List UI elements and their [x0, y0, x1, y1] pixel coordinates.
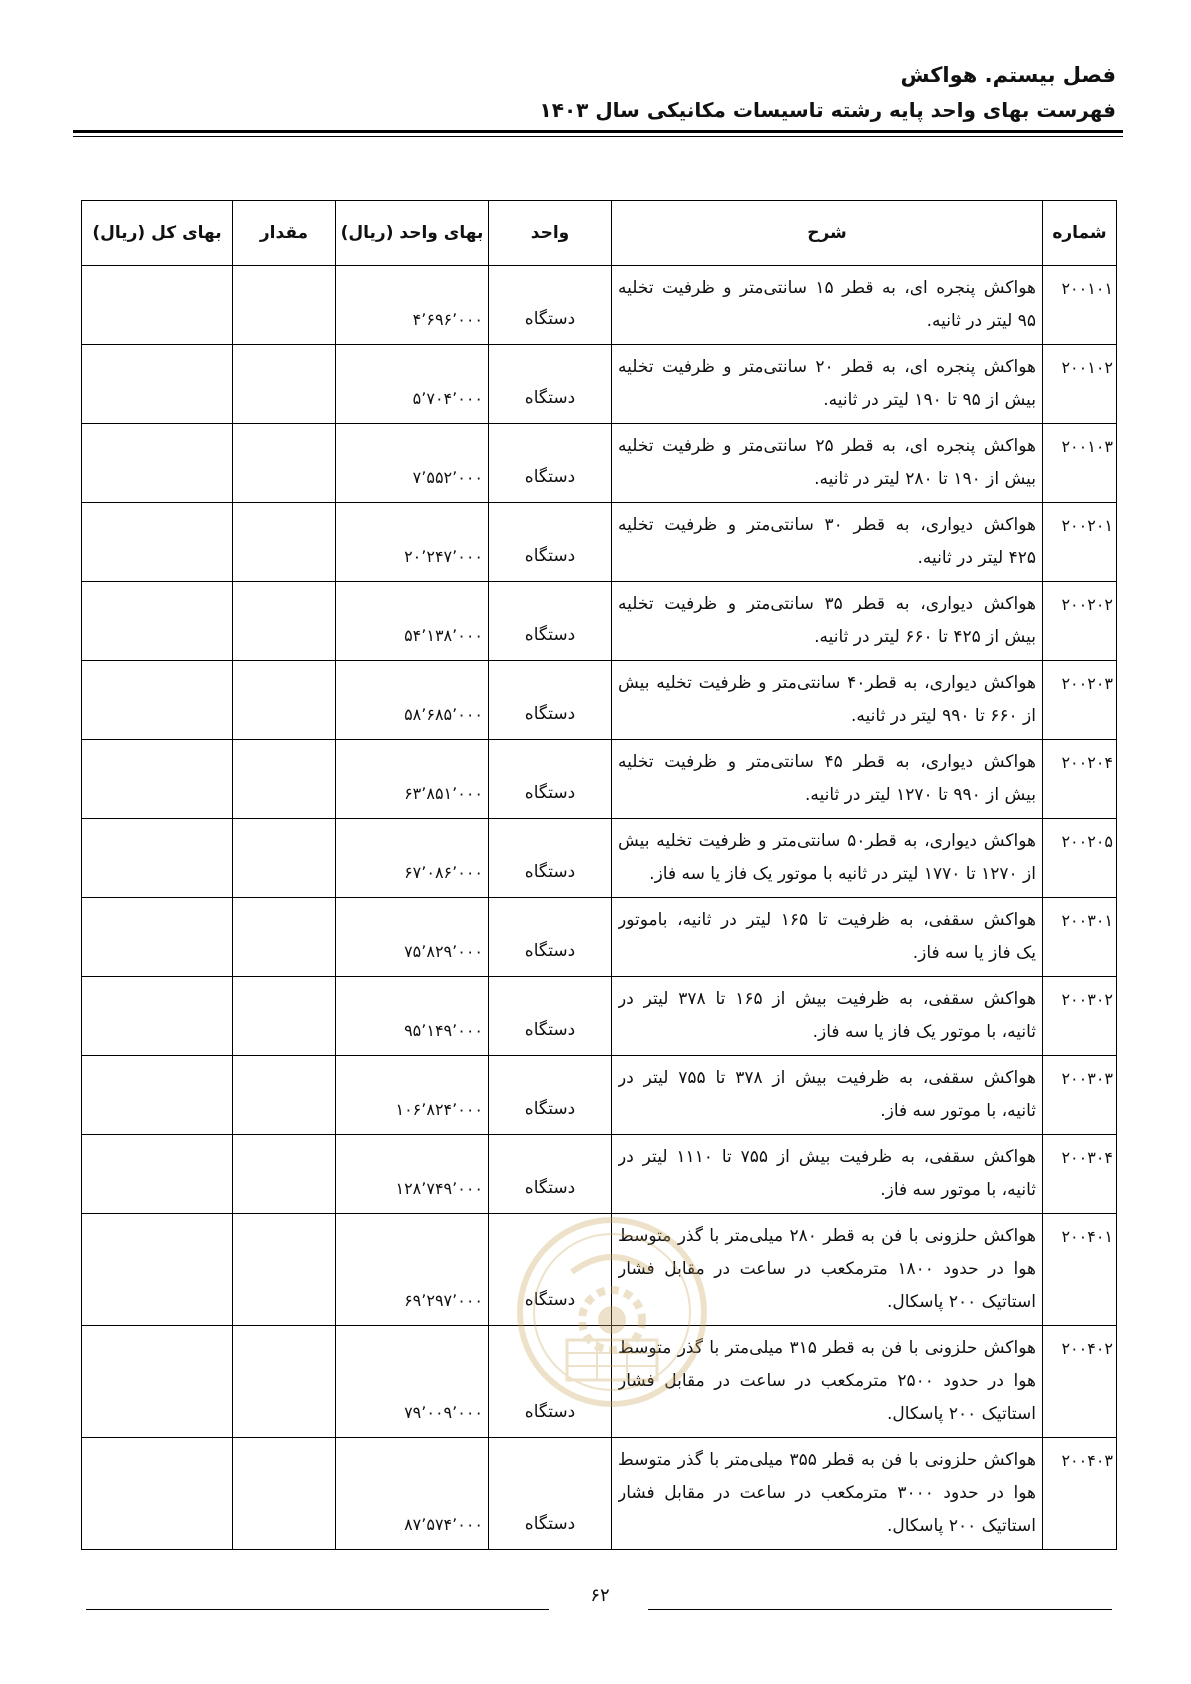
item-description: [612, 1438, 1043, 1550]
item-description: [612, 977, 1043, 1056]
item-total-price: [82, 582, 233, 661]
item-code: ۲۰۰۴۰۲: [1043, 1326, 1117, 1438]
description-line: هواکش حلزونی با فن به قطر ۳۵۵ میلی‌متر با گذر متوسط: [618, 1450, 1036, 1470]
item-unit-price: ۷٬۵۵۲٬۰۰۰: [336, 424, 489, 503]
item-description: [612, 582, 1043, 661]
item-description: [612, 345, 1043, 424]
item-code: ۲۰۰۲۰۵: [1043, 819, 1117, 898]
item-unit-price: ۸۷٬۵۷۴٬۰۰۰: [336, 1438, 489, 1550]
header-rule-thin: [73, 136, 1123, 137]
table-row: [82, 1326, 1117, 1438]
table-row: [82, 1438, 1117, 1550]
description-line: هواکش دیواری، به قطر۵۰ سانتی‌متر و ظرفیت تخلیه بیش: [618, 831, 1036, 851]
item-unit: دستگاه: [489, 740, 612, 819]
page-number: ۶۲: [590, 1585, 610, 1606]
item-description: [612, 898, 1043, 977]
description-line: هواکش سقفی، به ظرفیت بیش از ۷۵۵ تا ۱۱۱۰ لیتر در: [618, 1147, 1036, 1167]
item-total-price: [82, 1438, 233, 1550]
item-total-price: [82, 1326, 233, 1438]
item-unit: دستگاه: [489, 1214, 612, 1326]
description-line: استاتیک ۲۰۰ پاسکال.: [886, 1404, 1036, 1424]
description-line: بیش از ۹۹۰ تا ۱۲۷۰ لیتر در ثانیه.: [804, 785, 1036, 805]
item-quantity: [233, 266, 336, 345]
description-line: هواکش سقفی، به ظرفیت بیش از ۳۷۸ تا ۷۵۵ لیتر در: [618, 1068, 1036, 1088]
item-total-price: [82, 977, 233, 1056]
description-line: ثانیه، با موتور سه فاز.: [880, 1180, 1036, 1200]
chapter-title: فصل بیستم. هواکش: [900, 63, 1116, 87]
item-quantity: [233, 898, 336, 977]
description-line: هواکش پنجره ای، به قطر ۲۵ سانتی‌متر و ظرفیت تخلیه: [618, 436, 1036, 456]
item-code: ۲۰۰۱۰۱: [1043, 266, 1117, 345]
item-code: ۲۰۰۳۰۲: [1043, 977, 1117, 1056]
item-code: ۲۰۰۴۰۱: [1043, 1214, 1117, 1326]
table-row: [82, 819, 1117, 898]
item-code: ۲۰۰۱۰۲: [1043, 345, 1117, 424]
item-total-price: [82, 266, 233, 345]
item-code: ۲۰۰۲۰۴: [1043, 740, 1117, 819]
item-unit-price: ۱۰۶٬۸۲۴٬۰۰۰: [336, 1056, 489, 1135]
item-unit: دستگاه: [489, 424, 612, 503]
description-line: هواکش دیواری، به قطر۴۰ سانتی‌متر و ظرفیت تخلیه بیش: [618, 673, 1036, 693]
item-unit-price: ۵۴٬۱۳۸٬۰۰۰: [336, 582, 489, 661]
column-header-quantity: مقدار: [233, 201, 336, 266]
description-line: هواکش حلزونی با فن به قطر ۳۱۵ میلی‌متر با گذر متوسط: [618, 1338, 1036, 1358]
column-header-unit: واحد: [489, 201, 612, 266]
item-description: [612, 1056, 1043, 1135]
description-line: استاتیک ۲۰۰ پاسکال.: [886, 1292, 1036, 1312]
item-total-price: [82, 345, 233, 424]
item-total-price: [82, 1135, 233, 1214]
item-code: ۲۰۰۳۰۳: [1043, 1056, 1117, 1135]
item-total-price: [82, 819, 233, 898]
item-description: [612, 1326, 1043, 1438]
table-row: [82, 503, 1117, 582]
item-unit: دستگاه: [489, 1438, 612, 1550]
item-quantity: [233, 819, 336, 898]
table-row: [82, 345, 1117, 424]
table-row: [82, 424, 1117, 503]
item-unit: دستگاه: [489, 503, 612, 582]
description-line: هواکش دیواری، به قطر ۳۵ سانتی‌متر و ظرفیت تخلیه: [618, 594, 1036, 614]
item-unit-price: ۷۹٬۰۰۹٬۰۰۰: [336, 1326, 489, 1438]
description-line: بیش از ۹۵ تا ۱۹۰ لیتر در ثانیه.: [823, 390, 1036, 410]
description-line: استاتیک ۲۰۰ پاسکال.: [886, 1516, 1036, 1536]
item-code: ۲۰۰۲۰۳: [1043, 661, 1117, 740]
description-line: هواکش دیواری، به قطر ۴۵ سانتی‌متر و ظرفیت تخلیه: [618, 752, 1036, 772]
item-description: [612, 819, 1043, 898]
item-total-price: [82, 424, 233, 503]
item-description: [612, 503, 1043, 582]
item-quantity: [233, 1135, 336, 1214]
item-quantity: [233, 1438, 336, 1550]
item-quantity: [233, 1056, 336, 1135]
item-unit: دستگاه: [489, 1326, 612, 1438]
description-line: هوا در حدود ۳۰۰۰ مترمکعب در ساعت در مقابل فشار: [618, 1483, 1036, 1503]
description-line: یک فاز یا سه فاز.: [912, 943, 1036, 963]
table-body: [82, 266, 1117, 1550]
footer-rule-right: [648, 1609, 1112, 1610]
item-code: ۲۰۰۱۰۳: [1043, 424, 1117, 503]
table-header-row: [82, 201, 1117, 266]
description-line: هواکش حلزونی با فن به قطر ۲۸۰ میلی‌متر با گذر متوسط: [618, 1226, 1036, 1246]
header-rule-thick: [73, 130, 1123, 133]
description-line: ۹۵ لیتر در ثانیه.: [926, 311, 1036, 331]
item-quantity: [233, 1214, 336, 1326]
item-description: [612, 1214, 1043, 1326]
item-total-price: [82, 661, 233, 740]
item-unit: دستگاه: [489, 266, 612, 345]
item-unit-price: ۵۸٬۶۸۵٬۰۰۰: [336, 661, 489, 740]
item-unit-price: ۹۵٬۱۴۹٬۰۰۰: [336, 977, 489, 1056]
table-row: [82, 977, 1117, 1056]
item-code: ۲۰۰۲۰۱: [1043, 503, 1117, 582]
column-header-code: شماره: [1043, 201, 1117, 266]
description-line: ۴۲۵ لیتر در ثانیه.: [917, 548, 1036, 568]
item-quantity: [233, 740, 336, 819]
table-row: [82, 740, 1117, 819]
item-total-price: [82, 898, 233, 977]
item-unit-price: ۷۵٬۸۲۹٬۰۰۰: [336, 898, 489, 977]
column-header-unit-price: بهای واحد (ریال): [336, 201, 489, 266]
item-unit: دستگاه: [489, 977, 612, 1056]
document-subtitle: فهرست بهای واحد پایه رشته تاسیسات مکانیکی سال ۱۴۰۳: [539, 98, 1116, 122]
item-unit-price: ۶۷٬۰۸۶٬۰۰۰: [336, 819, 489, 898]
item-quantity: [233, 661, 336, 740]
table-row: [82, 898, 1117, 977]
item-total-price: [82, 503, 233, 582]
table-row: [82, 582, 1117, 661]
item-total-price: [82, 740, 233, 819]
table-row: [82, 1056, 1117, 1135]
item-code: ۲۰۰۳۰۱: [1043, 898, 1117, 977]
description-line: ثانیه، با موتور یک فاز یا سه فاز.: [812, 1022, 1036, 1042]
item-code: ۲۰۰۴۰۳: [1043, 1438, 1117, 1550]
item-unit-price: ۲۰٬۲۴۷٬۰۰۰: [336, 503, 489, 582]
table-row: [82, 1214, 1117, 1326]
item-code: ۲۰۰۲۰۲: [1043, 582, 1117, 661]
column-header-description: شرح: [612, 201, 1043, 266]
footer-rule-left: [86, 1609, 549, 1610]
item-unit: دستگاه: [489, 1056, 612, 1135]
item-unit-price: ۶۹٬۲۹۷٬۰۰۰: [336, 1214, 489, 1326]
item-unit-price: ۶۳٬۸۵۱٬۰۰۰: [336, 740, 489, 819]
item-description: [612, 266, 1043, 345]
price-list-table: [81, 200, 1117, 1550]
item-unit: دستگاه: [489, 819, 612, 898]
description-line: هواکش سقفی، به ظرفیت بیش از ۱۶۵ تا ۳۷۸ لیتر در: [618, 989, 1036, 1009]
item-total-price: [82, 1056, 233, 1135]
item-description: [612, 661, 1043, 740]
description-line: هوا در حدود ۲۵۰۰ مترمکعب در ساعت در مقابل فشار: [618, 1371, 1036, 1391]
item-quantity: [233, 977, 336, 1056]
item-code: ۲۰۰۳۰۴: [1043, 1135, 1117, 1214]
description-line: بیش از ۴۲۵ تا ۶۶۰ لیتر در ثانیه.: [814, 627, 1036, 647]
item-quantity: [233, 424, 336, 503]
item-unit: دستگاه: [489, 345, 612, 424]
item-unit-price: ۵٬۷۰۴٬۰۰۰: [336, 345, 489, 424]
description-line: هوا در حدود ۱۸۰۰ مترمکعب در ساعت در مقابل فشار: [618, 1259, 1036, 1279]
description-line: ثانیه، با موتور سه فاز.: [880, 1101, 1036, 1121]
item-unit: دستگاه: [489, 1135, 612, 1214]
table-row: [82, 1135, 1117, 1214]
description-line: هواکش پنجره ای، به قطر ۱۵ سانتی‌متر و ظرفیت تخلیه: [618, 278, 1036, 298]
description-line: بیش از ۱۹۰ تا ۲۸۰ لیتر در ثانیه.: [814, 469, 1036, 489]
item-description: [612, 1135, 1043, 1214]
item-unit: دستگاه: [489, 898, 612, 977]
item-unit-price: ۴٬۶۹۶٬۰۰۰: [336, 266, 489, 345]
table-row: [82, 266, 1117, 345]
item-quantity: [233, 503, 336, 582]
description-line: هواکش دیواری، به قطر ۳۰ سانتی‌متر و ظرفیت تخلیه: [618, 515, 1036, 535]
item-description: [612, 740, 1043, 819]
column-header-total-price: بهای کل (ریال): [82, 201, 233, 266]
item-unit: دستگاه: [489, 661, 612, 740]
item-total-price: [82, 1214, 233, 1326]
description-line: از ۶۶۰ تا ۹۹۰ لیتر در ثانیه.: [851, 706, 1036, 726]
item-quantity: [233, 1326, 336, 1438]
item-unit-price: ۱۲۸٬۷۴۹٬۰۰۰: [336, 1135, 489, 1214]
description-line: از ۱۲۷۰ تا ۱۷۷۰ لیتر در ثانیه با موتور یک فاز یا سه فاز.: [649, 864, 1036, 884]
item-quantity: [233, 345, 336, 424]
description-line: هواکش پنجره ای، به قطر ۲۰ سانتی‌متر و ظرفیت تخلیه: [618, 357, 1036, 377]
item-unit: دستگاه: [489, 582, 612, 661]
description-line: هواکش سقفی، به ظرفیت تا ۱۶۵ لیتر در ثانیه، باموتور: [618, 910, 1036, 930]
item-quantity: [233, 582, 336, 661]
table-row: [82, 661, 1117, 740]
item-description: [612, 424, 1043, 503]
